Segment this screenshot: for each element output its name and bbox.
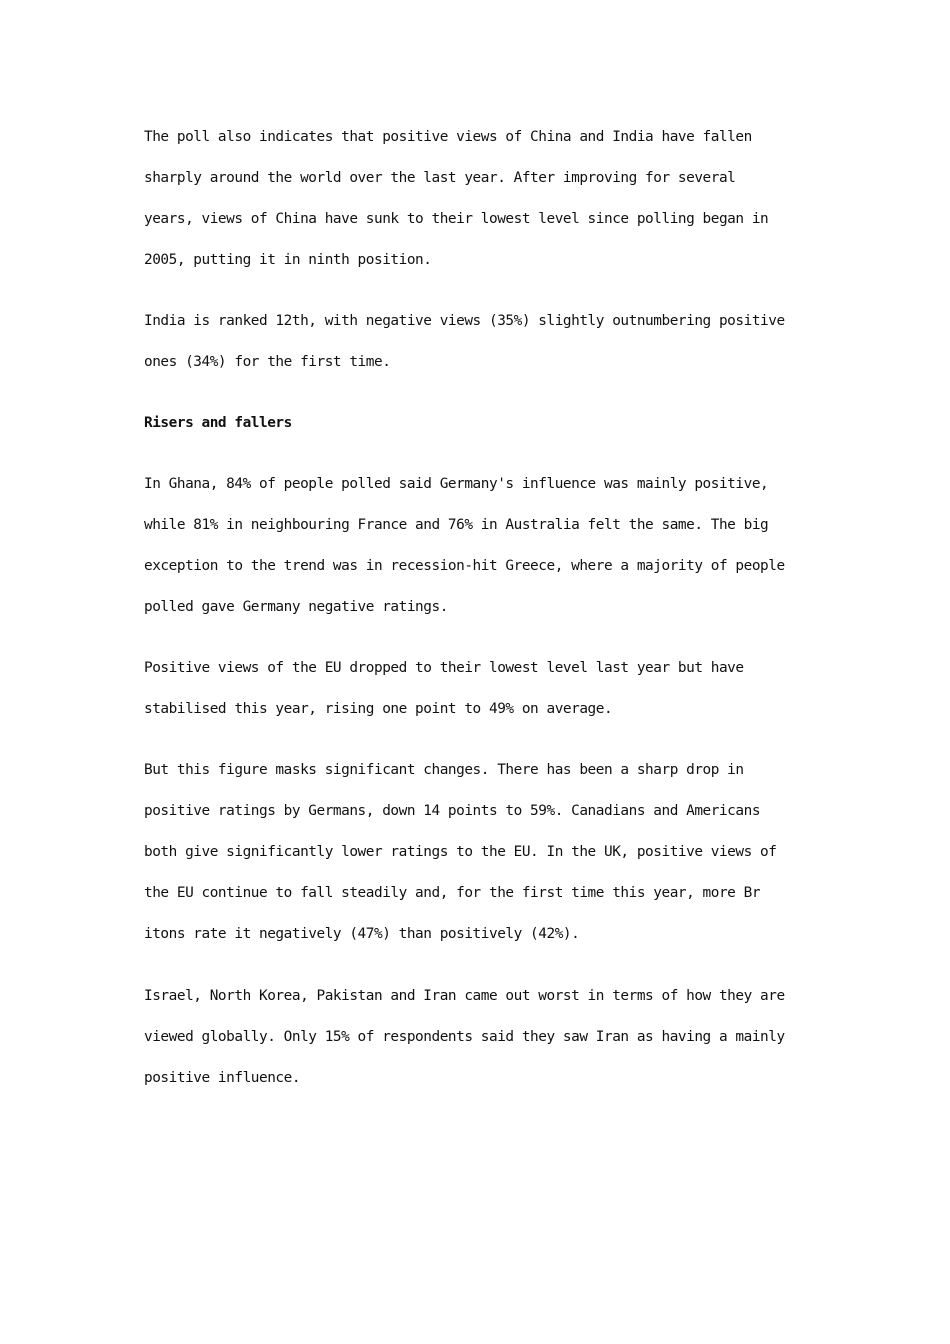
text-line: Positive views of the EU dropped to their lowest level last year but have	[144, 660, 744, 676]
text-line	[144, 168, 735, 188]
text-line: while 81% in neighbouring France and 76% in Australia felt the same. The big	[144, 517, 769, 533]
text-line: years, views of China have sunk to their lowest level since polling began in	[144, 211, 769, 227]
text-line: viewed globally. Only 15% of respondents said they saw Iran as having a mainly	[144, 1029, 785, 1045]
text-line: The poll also indicates that positive views of China and India have fallen	[144, 129, 752, 145]
text-line: positive ratings by Germans, down 14 points to 59%. Canadians and Americans	[144, 803, 761, 819]
text-line: Israel, North Korea, Pakistan and Iran came out worst in terms of how they are	[144, 988, 785, 1004]
text-segment: sharply around the world over the last year. After improving for several	[144, 170, 736, 186]
text-line: 2005, putting it in ninth position.	[144, 252, 432, 268]
text-line: In Ghana, 84% of people polled said Germany's influence was mainly positive,	[144, 476, 769, 492]
text-line: stabilised this year, rising one point to 49% on average.	[144, 701, 613, 717]
text-line: India is ranked 12th, with negative views (35%) slightly outnumbering positive	[144, 313, 785, 329]
text-line: both give significantly lower ratings to the EU. In the UK, positive views of	[144, 844, 777, 860]
text-line: exception to the trend was in recession-hit Greece, where a majority of people	[144, 558, 785, 574]
section-heading: Risers and fallers	[144, 415, 292, 431]
text-line: itons rate it negatively (47%) than positively (42%).	[144, 926, 580, 942]
text-line: the EU continue to fall steadily and, for the first time this year, more Br	[144, 885, 761, 901]
text-line: positive influence.	[144, 1070, 301, 1086]
text-line: ones (34%) for the first time.	[144, 354, 391, 370]
text-line: polled gave Germany negative ratings.	[144, 599, 448, 615]
text-line: But this figure masks significant changes. There has been a sharp drop in	[144, 762, 744, 778]
